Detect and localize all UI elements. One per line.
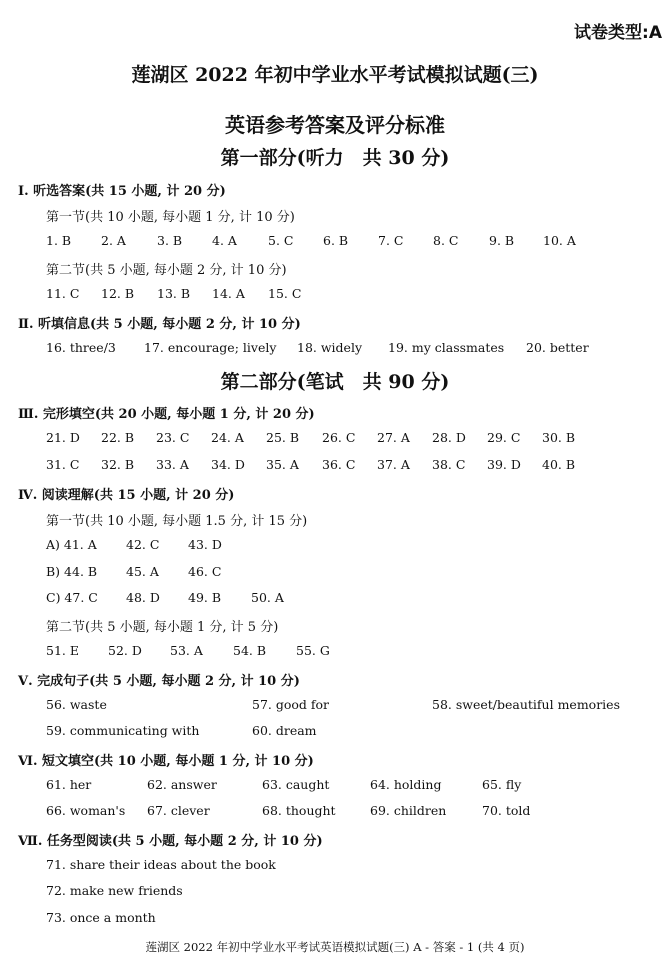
answer-item: 59. communicating with <box>46 723 200 738</box>
answer-item: 52. D <box>108 643 142 658</box>
answer-item: 63. caught <box>262 777 330 792</box>
section-2-heading: Ⅱ. 听填信息(共 5 小题, 每小题 2 分, 计 10 分) <box>18 317 301 332</box>
answer-item: 5. C <box>268 233 294 248</box>
answer-item: 28. D <box>432 430 466 445</box>
page-footer: 莲湖区 2022 年初中学业水平考试英语模拟试题(三) A - 答案 - 1 (共 4 页) <box>145 940 525 954</box>
answer-item: 68. thought <box>262 803 336 818</box>
answer-item: 17. encourage; lively <box>144 340 277 355</box>
answer-item: 45. A <box>126 564 159 579</box>
section-6-heading: Ⅵ. 短文填空(共 10 小题, 每小题 1 分, 计 10 分) <box>18 754 314 769</box>
answer-item: 6. B <box>323 233 349 248</box>
answer-item: 72. make new friends <box>46 883 183 898</box>
answer-item: 30. B <box>542 430 576 445</box>
answer-item: 54. B <box>233 643 267 658</box>
section-3-heading: Ⅲ. 完形填空(共 20 小题, 每小题 1 分, 计 20 分) <box>18 407 315 422</box>
answer-item: 27. A <box>377 430 410 445</box>
section-4-sub1: 第一节(共 10 小题, 每小题 1.5 分, 计 15 分) <box>46 514 308 529</box>
exam-title: 莲湖区 2022 年初中学业水平考试模拟试题(三) <box>131 64 539 86</box>
answer-item: 60. dream <box>252 723 317 738</box>
section-7-heading: Ⅶ. 任务型阅读(共 5 小题, 每小题 2 分, 计 10 分) <box>18 834 323 849</box>
answer-item: 34. D <box>211 457 245 472</box>
answer-item: 15. C <box>268 286 302 301</box>
paper-type-label: 试卷类型:A <box>574 23 662 43</box>
answer-item: 61. her <box>46 777 92 792</box>
section-4-sub2: 第二节(共 5 小题, 每小题 1 分, 计 5 分) <box>46 620 279 635</box>
answer-item: 24. A <box>211 430 244 445</box>
answer-item: 23. C <box>156 430 190 445</box>
answer-item: 55. G <box>296 643 330 658</box>
answer-item: 10. A <box>543 233 576 248</box>
answer-item: 32. B <box>101 457 135 472</box>
answer-item: 39. D <box>487 457 521 472</box>
answer-item: 57. good for <box>252 697 330 712</box>
answer-item: 16. three/3 <box>46 340 116 355</box>
answer-item: 69. children <box>370 803 447 818</box>
answer-item: 43. D <box>188 537 222 552</box>
answer-item: 66. woman's <box>46 803 126 818</box>
answer-item: 67. clever <box>147 803 210 818</box>
answer-item: 31. C <box>46 457 80 472</box>
answer-item: 18. widely <box>297 340 363 355</box>
answer-item: 22. B <box>101 430 135 445</box>
answer-item: 4. A <box>212 233 237 248</box>
answer-item: 29. C <box>487 430 521 445</box>
answer-item: 40. B <box>542 457 576 472</box>
answer-item: 8. C <box>433 233 459 248</box>
answer-item: 26. C <box>322 430 356 445</box>
answer-item: 20. better <box>526 340 589 355</box>
answer-item: 1. B <box>46 233 72 248</box>
answer-item: 21. D <box>46 430 80 445</box>
answer-item: 51. E <box>46 643 79 658</box>
answer-item: 64. holding <box>370 777 442 792</box>
answer-item: A) 41. A <box>46 537 97 552</box>
answer-item: B) 44. B <box>46 564 98 579</box>
answer-item: 42. C <box>126 537 160 552</box>
part1-heading: 第一部分(听力 共 30 分) <box>220 147 450 169</box>
section-4-heading: Ⅳ. 阅读理解(共 15 小题, 计 20 分) <box>18 488 235 503</box>
answer-item: 49. B <box>188 590 222 605</box>
answer-item: 71. share their ideas about the book <box>46 857 276 872</box>
answer-item: 73. once a month <box>46 910 156 925</box>
answer-item: 48. D <box>126 590 160 605</box>
answer-item: 58. sweet/beautiful memories <box>432 697 620 712</box>
answer-item: 11. C <box>46 286 80 301</box>
answer-item: 38. C <box>432 457 466 472</box>
answer-item: 2. A <box>101 233 126 248</box>
answer-item: 37. A <box>377 457 410 472</box>
answer-item: 36. C <box>322 457 356 472</box>
answer-item: 50. A <box>251 590 284 605</box>
answer-item: 12. B <box>101 286 135 301</box>
answer-item: 56. waste <box>46 697 107 712</box>
answer-item: 25. B <box>266 430 300 445</box>
section-1-sub1: 第一节(共 10 小题, 每小题 1 分, 计 10 分) <box>46 210 295 225</box>
answer-item: 7. C <box>378 233 404 248</box>
answer-item: 3. B <box>157 233 183 248</box>
section-5-heading: Ⅴ. 完成句子(共 5 小题, 每小题 2 分, 计 10 分) <box>18 674 300 689</box>
answer-item: 70. told <box>482 803 531 818</box>
answer-item: 19. my classmates <box>388 340 505 355</box>
section-1-sub2: 第二节(共 5 小题, 每小题 2 分, 计 10 分) <box>46 263 287 278</box>
section-1-heading: Ⅰ. 听选答案(共 15 小题, 计 20 分) <box>18 184 226 199</box>
answer-key-subtitle: 英语参考答案及评分标准 <box>225 113 445 137</box>
answer-item: 65. fly <box>482 777 522 792</box>
answer-item: 33. A <box>156 457 189 472</box>
answer-item: 9. B <box>489 233 515 248</box>
part2-heading: 第二部分(笔试 共 90 分) <box>220 371 450 393</box>
answer-item: 13. B <box>157 286 191 301</box>
answer-item: 14. A <box>212 286 245 301</box>
answer-item: 46. C <box>188 564 222 579</box>
answer-item: 35. A <box>266 457 299 472</box>
answer-item: C) 47. C <box>46 590 98 605</box>
answer-item: 53. A <box>170 643 203 658</box>
answer-item: 62. answer <box>147 777 217 792</box>
